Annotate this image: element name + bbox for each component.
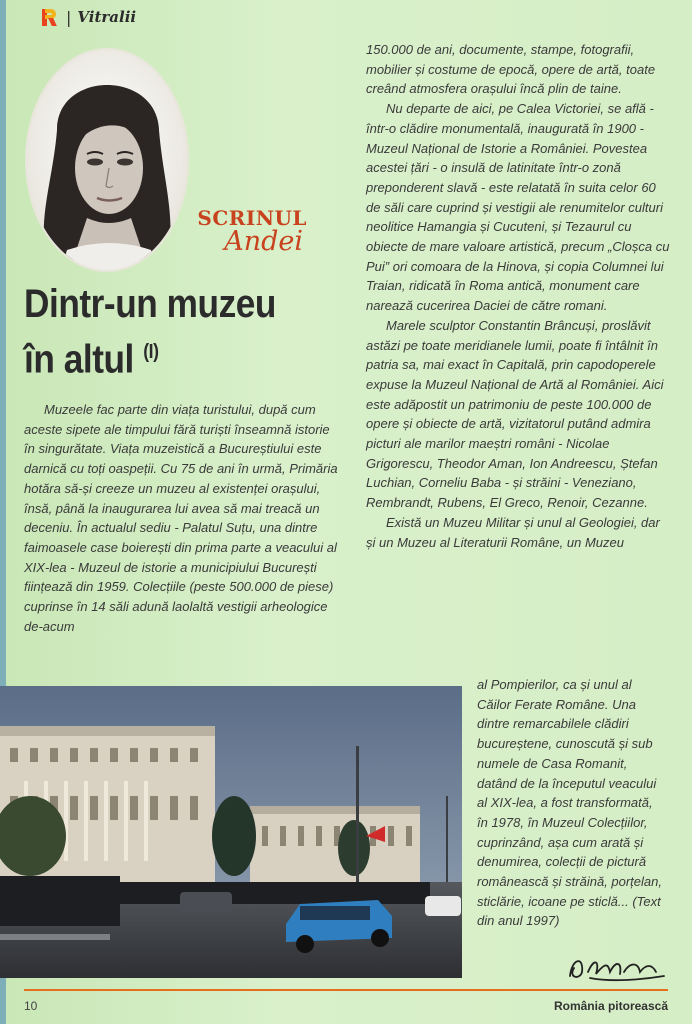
article-left-column [24, 400, 338, 636]
header-separator: | [66, 7, 72, 27]
right-paragraph-3: Marele sculptor Constantin Brâncuși, proslăvit astăzi pe toate meridianele lumii, poate fi întâlnit în patria sa, mai exact în Capitală, prin capodoperele expuse la Muzeul Național de Artă al României. Aici este adăpostit un patrimoniu de peste 100.000 de opere și obiecte de artă, vizitatorul putând admira picturi ale marilor maeștri români - Nicolae Grigorescu, Theodor Aman, Ion Andreescu, Ștefan Luchian, Corneliu Baba - și străini - Veneziano, Rembrandt, Rubens, El Greco, Renoir, Cezanne. [366, 317, 664, 511]
footer-rule [24, 989, 668, 991]
right-paragraph-4: Există un Muzeu Militar și unul al Geologiei, dar și un Muzeu al Literaturii Române, un Muzeu [366, 514, 660, 550]
column-title-main: SCRINUL [197, 206, 307, 230]
article-title-line1: Dintr-un muzeu [24, 282, 276, 326]
page-number: 10 [24, 999, 38, 1013]
magazine-logo-icon [40, 7, 60, 27]
magazine-name: România pitorească [553, 999, 668, 1013]
right-paragraph-2: Nu departe de aici, pe Calea Victoriei, se află - într-o clădire monumentală, inaugurată în 1900 - Muzeul Național de Istorie a României. Povestea acestei țări - o insulă de latinitate într-o zonă preponderent slavă - este relatată în suita celor 60 de săli care cuprind și vestigii ale renumitelor culturi neolitice Hamangia și Cucuteni, și Tezaurul cu obiecte de mare valoare artistică, precum „Cloșca cu Pui” ori comoara de la Hinova, și copia Columnei lui Traian, ridicată în Roma antică, monument care narează cucerirea Daciei de către romani. [366, 101, 670, 314]
article-right-column-continued [477, 675, 667, 931]
column-title [195, 206, 307, 257]
portrait-image [27, 50, 187, 270]
right-paragraph-4-continued: al Pompierilor, ca și unul al Căilor Ferate Române. Una dintre remarcabilele clădiri bucureștene, cunoscută și sub numele de Casa Romanit, datând de la începutul veacului al XIX-lea, a fost transformată, în 1978, în Muzeul Colecțiilor, cuprinzând, așa cum arată și denumirea, colecții de pictură românească și străină, porțelan, sticlărie, icoane pe sticlă... (Text din anul 1997) [477, 677, 662, 929]
article-title-line2-text: în altul [24, 337, 134, 382]
right-paragraph-1: 150.000 de ani, documente, stampe, fotografii, mobilier și costume de epocă, opere de artă, toate creând atmosfera orașului încă plin de taine. [366, 42, 656, 97]
museum-photo [0, 686, 462, 978]
museum-photo-image [0, 686, 462, 978]
article-title [24, 280, 323, 383]
article-part-marker: (I) [143, 341, 159, 363]
author-portrait [25, 48, 189, 272]
article-title-line2 [24, 328, 323, 383]
section-name: Vitralii [77, 8, 137, 26]
author-signature [560, 950, 672, 984]
column-title-author: Andei [224, 226, 303, 257]
page-header [40, 6, 136, 28]
article-right-column [366, 40, 670, 552]
left-paragraph-1: Muzeele fac parte din viața turistului, după cum aceste sipete ale timpului fără turiști înseamnă istorie în singurătate. Viața muzeistică a Bucureștiului este darnică cu toți oaspeții. Cu 75 de ani în urmă, Primăria hotăra să-și creeze un muzeu al existenței orașului, însă, până la inaugurarea lui avea să mai treacă un deceniu. În actualul sediu - Palatul Suțu, una dintre faimoasele case boierești din prima parte a veacului al XIX-lea - Muzeul de istorie a municipiului București ființează din 1959. Colecțiile (peste 500.000 de piese) cuprinse în 14 săli adună laolaltă vestigii arheologice de-acum [24, 402, 338, 634]
